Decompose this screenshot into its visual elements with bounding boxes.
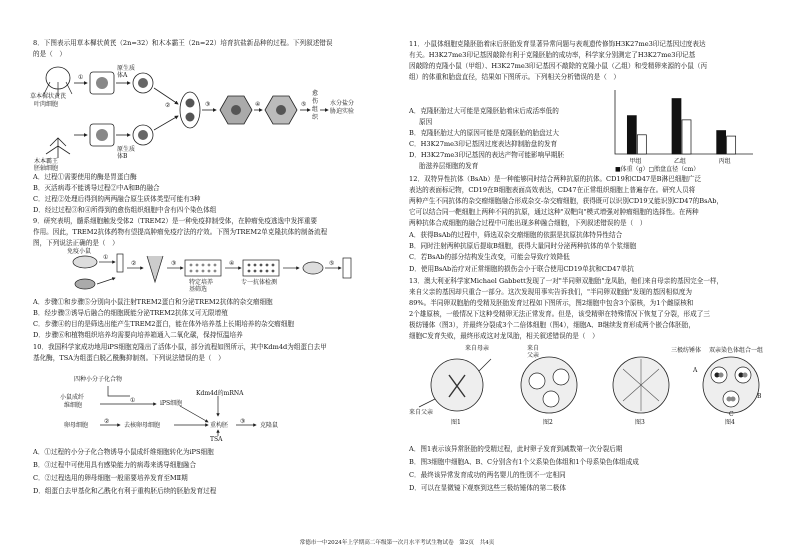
q8-stem-line2: 的是（ ） [33,50,66,58]
q10-step2: ② [104,418,110,425]
right-column [397,0,794,550]
q9-mouse-label: 免疫小鼠 [67,248,92,255]
q13-spindle-label: 三极纺锤体 [671,347,702,354]
q9-option-a: A．步骤①和步骤⑤分别向小鼠注射TREM2蛋白和分泌TREM2抗体的杂交瘤细胞 [33,298,273,306]
q13-cell-a-label: A [693,367,698,374]
q8-step4: ④ [255,101,261,108]
q10-tsa-label: TSA [210,436,223,443]
q9-option-d: D．步骤⑥和植物组织培养均需要向培养箱通入二氧化碳，保持恒温培养 [33,331,243,339]
chart-bar [727,136,736,154]
q8-step2: ② [165,102,171,109]
q11-chart-svg [607,86,757,158]
q12-option-b: B．同时注射两种抗原后提取B细胞，获得大量同时分泌两种抗体的单个浆细胞 [409,242,637,250]
q8-step5: ⑤ [301,101,307,108]
q10-option-c: C．②过程选用的卵母细胞一般需要培养发育至MⅡ期 [33,474,188,482]
q8-proto-a-label2: 体A [117,72,128,79]
chart-bar [637,135,646,154]
q10-step3: ③ [240,418,246,425]
q11-option-b: B．克隆胚胎过大的原因可能是克隆胚胎的胎盘过大 [409,129,559,137]
q9-step2: ② [131,260,137,267]
chart-category-label: 甲组 [629,158,642,165]
q8-proto-b-label1: 原生质 [117,146,136,153]
q8-step3: ③ [205,101,211,108]
q8-plant-a-label1: 草本樨状黄芪 [30,93,67,100]
q12-option-a: A．获得BsAb的过程中，筛选双杂交瘤细胞的依据是抗原抗体特异性结合 [409,231,623,239]
q13-option-d: D．可以在显微镜下观察到这些三极纺锤体的第二极体 [409,484,566,492]
q8-figure [30,60,360,170]
q8-callus-3: 组 [312,106,319,113]
q9-option-b: B．经步骤③诱导后融合的细胞既能分泌TREM2抗体又可无限增殖 [33,309,228,317]
q8-option-b: B．灭活病毒不能诱导过程②中A和B的融合 [33,184,160,192]
q8-proto-a-label1: 原生质 [117,65,136,72]
q12-option-d: D．使用BsAb治疗对正常细胞的损伤会小于联合使用CD19单抗和CD47单抗 [409,265,634,273]
q8-option-d: D．经过过程③和④所得到的愈伤组织细胞中含有四个染色体组 [33,206,217,214]
q13-father2-label: 来自父亲 [409,409,434,416]
q10-option-a: A．①过程的小分子化合物诱导小鼠成纤维细胞转化为iPS细胞 [33,448,214,456]
chart-bar [717,131,726,154]
q11-chart-categories [607,158,757,166]
chart-bar [627,116,636,154]
q9-figure [55,248,375,296]
q13-fig2-label: 图2 [543,419,553,426]
q10-kdm-label: Kdm4d的mRNA [196,390,244,397]
chart-bar [682,120,691,154]
q13-stem-line3: 89%。半同卵双胞胎的受精及胚胎发育过程如下图所示，图2细胞中包含3个原核，为1个雌原核和 [409,299,694,307]
q9-option-c: C．步骤④的目的是筛选出能产生TREM2蛋白，能在体外培养基上长期培养的杂交瘤细胞 [33,320,294,328]
q11-option-a-cont: 原因 [419,118,433,126]
q9-step5: ⑤ [329,260,335,267]
q9-stem-line2: 作用。因此，TREM2抗体药物有望提高肿瘤免疫疗法的疗效。下图为TREM2单克隆抗体的制备流程 [33,228,328,236]
q12-stem-line2: 表达的表面标记物，CD19在B细胞表面高效表达，CD47在正常组织细胞上普遍存在。研究人员将 [409,186,696,194]
q13-cell-b-label: B [757,393,762,400]
q8-test-label1: 水分盐分 [330,100,355,107]
q10-recon-label: 重构胚 [210,422,229,429]
q11-option-c: C．H3K27me3印记基因过度表达抑制胎盘的发育 [409,140,558,148]
q8-plant-a-label2: 叶肉细胞 [34,101,59,108]
q10-ips-label: iPS细胞 [160,400,183,407]
q10-clone-label: 克隆鼠 [260,422,279,429]
q11-stem-line1: 11．小鼠体细胞克隆胚胎着床后胚胎发育显著异常问题与表观遗传修饰H3K27me3印记基因过度表达 [409,40,706,48]
q8-callus-4: 织 [312,114,319,121]
q10-option-b: B．③过程中可使用具有感染能力的病毒来诱导细胞融合 [33,461,197,469]
q10-fib-label1: 小鼠成纤 [60,394,85,401]
q11-stem-line4: 组）的体重和胎盘直径，结果如下图所示。下列相关分析错误的是（ ） [409,73,620,81]
chart-category-label: 丙组 [718,158,731,165]
q13-option-b: B．图3细胞中细胞A、B、C分别含有1个父系染色体组和1个母系染色体组成成 [409,458,639,466]
q10-step1: ① [130,397,136,404]
q8-plant-b-label1: 木本霸王 [34,158,59,165]
q10-enuc-label: 去核卵母细胞 [124,422,161,429]
q13-stem-line4: 2个雄原核，一般情况下这种受精卵无法正常发育。但是，该受精卵在特殊情况下恢复了分裂，形成了三 [409,310,710,318]
q9-plate2-label: 专一抗体检测 [241,279,278,286]
q8-callus-1: 愈 [312,90,319,97]
q11-option-a: A．克隆胚胎过大可能是克隆胚胎着床后成活率低的 [409,107,559,115]
q11-stem-line3: 因敲除的克隆小鼠（甲组）、H3K27me3印记基因不敲除的克隆小鼠（乙组）和受精卵来源的小鼠（丙 [409,62,708,70]
q11-chart [607,86,757,176]
q13-stem-line6: 细胞C发育失败，最终形成这对龙凤胎，相关叙述错误的是（ ） [409,332,599,340]
q10-mix-label: 四种小分子化合物 [74,376,123,383]
q12-stem-line4: 它可以结合同一靶细胞上两种不同的抗原，通过这种"双靶向"模式增强对肿瘤细胞的选择性。在两种 [409,208,699,216]
q8-proto-b-label2: 体B [117,153,128,160]
q13-father1-label2: 父亲 [527,352,540,359]
q9-plate1-label1: 特定培养 [189,279,214,286]
q11-stem-line2: 有关。H3K27me3印记基因敲除有利于克隆胚胎的成功率，科学家分别测定了H3K27me3印记基 [409,51,696,59]
q9-step4: ④ [229,260,235,267]
q9-step1: ① [103,254,109,261]
q9-stem-line1: 9．研究表明，髓系细胞触发受体2（TREM2）是一种免疫抑制受体，在肿瘤免疫逃逸中发挥重要 [33,217,318,225]
q8-callus-2: 伤 [312,98,319,105]
q8-step1: ① [78,74,84,81]
q13-option-c: C．最终该异常发育成功的两名婴儿的性别不一定相同 [409,471,566,479]
q8-stem-line1: 8．下图表示用草本樨状黄芪（2n=32）和木本霸王（2n=22）培育抗盐新品种的过程。下列叙述错误 [33,39,333,47]
q13-figure [409,345,779,435]
q13-cell-c-label: C [729,411,734,418]
q13-fig3-label: 图3 [635,419,645,426]
q10-stem-line1: 10．我国科学家成功地用iPS细胞克隆出了活体小鼠，部分流程如图所示，其中Kdm4d为组蛋白去甲 [33,343,327,351]
q13-stem-line1: 13．澳大利亚科学家Michael Gabbett发现了一对"半同卵双胞胎"龙凤胎，他们来自母亲的基因完全一样， [409,277,724,285]
q10-fib-label2: 维细胞 [64,402,83,409]
q12-stem-line1: 12．双特异性抗体（BsAb）是一种能够同时结合两种抗原的抗体。CD19和CD47是B淋巴细胞广泛 [409,175,702,183]
chart-bar [672,99,681,154]
q11-option-d-cont: 胎滋养层细胞的发育 [419,162,479,170]
q13-fig1-label: 图1 [451,419,461,426]
q10-figure [60,368,300,442]
q12-stem-line5: 两种抗体合成细胞的融合过程中可能出现多种融合细胞，下列叙述错误的是（ ） [409,219,647,227]
q13-fig4-label: 图4 [725,419,735,426]
page-footer: 常德市一中2024年上学期高二年级第一次月水平考试生物试卷 第2页 共4页 [299,540,495,546]
q13-figure-svg [409,345,779,435]
q13-dual-label: 双亲染色体组合一组 [709,347,764,354]
q9-plate1-label2: 基筛选 [189,286,208,293]
q8-plant-b-label2: 胚轴细胞 [34,165,59,172]
q11-option-d: D．H3K27me3印记基因的表达产物可能影响早期胚 [409,151,564,159]
q10-egg-label: 卵母细胞 [64,422,89,429]
q10-option-d: D．组蛋白去甲基化和乙酰化有利于重构胚后续的胚胎发育过程 [33,487,217,495]
q9-stem-line3: 图，下列说法正确的是（ ） [33,239,119,247]
q12-stem-line3: 两种产生不同抗体的杂交瘤细胞融合形成杂交-杂交瘤细胞，获得既可以识别CD19又能识别CD47的BsAb， [409,197,724,205]
q8-test-label2: 胁迫实验 [330,108,355,115]
q12-option-c: C．若BsAb的部分结构发生改变，可能会导致疗效降低 [409,253,570,261]
q8-option-a: A．过程①需要使用的酶是胃蛋白酶 [33,173,137,181]
q13-stem-line5: 极纺锤体（图3），并最终分裂成3个二倍体细胞（图4），细胞A、B继续发育形成两个嵌合体胚胎， [409,321,695,329]
q11-chart-legend: ■体重（g）□胎盘直径（cm） [615,166,700,173]
q10-stem-line2: 基化酶，TSA为组蛋白脱乙酰酶抑制剂。下列说法错误的是（ ） [33,354,225,362]
q13-stem-line2: 来自父亲的基因却只重合一部分。这次发现用事实告诉我们，"半同卵双胞胎"发现的基因相似度为 [409,288,693,296]
q13-mother-label: 来自母亲 [465,345,490,352]
q9-step3: ③ [171,260,177,267]
q13-option-a: A．图1表示该异常胚胎的受精过程，此时卵子发育到减数第一次分裂后期 [409,445,623,453]
q8-option-c: C．过程②处理后得到的两两融合原生质体类型可能有3种 [33,195,201,203]
q13-father1-label1: 来自 [527,345,540,352]
chart-category-label: 乙组 [674,158,687,165]
